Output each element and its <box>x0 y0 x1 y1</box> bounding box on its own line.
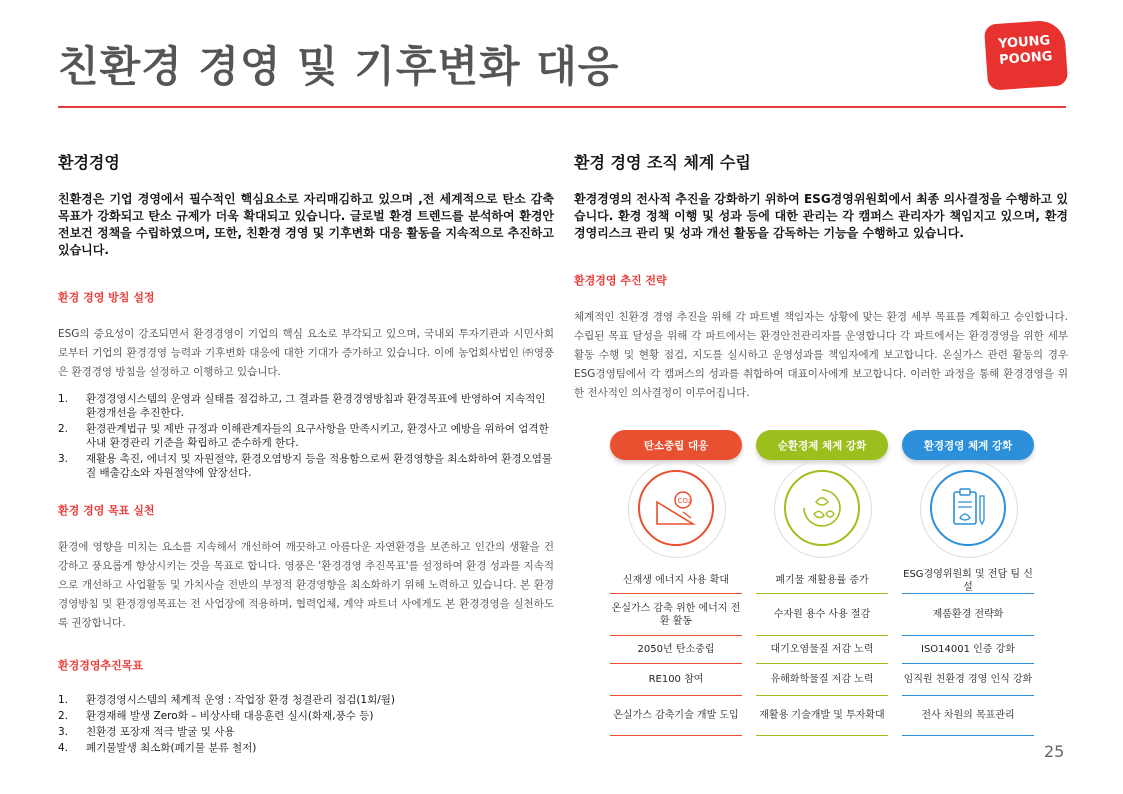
strategy-diagram <box>610 430 1034 736</box>
subsection-title-policy: 환경 경영 방침 설정 <box>58 291 155 304</box>
pillar-item: 유해화학물질 저감 노력 <box>756 664 888 696</box>
list-text: 재활용 촉진, 에너지 및 자원절약, 환경오염방지 등을 적용함으로써 환경영향을 최소화하여 환경오염물질 배출감소와 자원절약에 앞장선다. <box>86 453 553 479</box>
title-divider <box>58 106 1066 108</box>
page-title: 친환경 경영 및 기후변화 대응 <box>58 42 620 91</box>
strategy-body: 체계적인 친환경 경영 추진을 위해 각 파트별 책임자는 상황에 맞는 환경 세부 목표를 계획하고 승인합니다. 수립된 목표 달성을 위해 각 파트에서는 환경안전관리자를 운영합니다 각 파트에서는 환경경영을 위한 세부 활동 수행 및 현황 점검, 지도를 실시하고 운영성과를 책임자에게 보고합니다. 온실가스 관련 활동의 경우 ESG경영팀에서 각 캠퍼스의 성과를 취합하여 대표이사에게 보고합니다. 이러한 과정을 통해 환경경영을 위한 전사적인 의사결정이 이루어집니다. <box>574 311 1068 399</box>
pillar-item: 재활용 기술개발 및 투자확대 <box>756 696 888 736</box>
subsection-title-targets: 환경경영추진목표 <box>58 659 144 672</box>
list-number: 3. <box>58 453 69 465</box>
pillar-item: 2050년 탄소중립 <box>610 636 742 664</box>
list-number: 2. <box>58 710 69 722</box>
list-item <box>58 741 554 755</box>
pillar-column-system <box>902 568 1034 736</box>
pillar-item: RE100 참여 <box>610 664 742 696</box>
pillar-item: 제품환경 전략화 <box>902 594 1034 636</box>
pillar-item: 신재생 에너지 사용 확대 <box>610 568 742 594</box>
list-text: 폐기물발생 최소화(폐기물 분류 철저) <box>86 742 257 754</box>
list-number: 3. <box>58 726 69 738</box>
icon-wrap <box>616 470 736 546</box>
pillar-item: 임직원 친환경 경영 인식 강화 <box>902 664 1034 696</box>
recycle-leaf-icon <box>784 470 860 546</box>
pillar-label-system: 환경경영 체계 강화 <box>902 430 1034 460</box>
logo-line-2: POONG <box>998 49 1053 68</box>
pillar-label-carbon: 탄소중립 대응 <box>610 430 742 460</box>
left-column <box>58 150 554 757</box>
pillar-item: 대기오염물질 저감 노력 <box>756 636 888 664</box>
company-logo <box>984 19 1068 90</box>
list-number: 4. <box>58 742 69 754</box>
section-title-env-management: 환경경영 <box>58 153 120 172</box>
list-text: 환경경영시스템의 체계적 운영 : 작업장 환경 청결관리 점검(1회/월) <box>86 694 396 706</box>
list-number: 1. <box>58 694 69 706</box>
list-item <box>58 693 554 707</box>
logo-line-1: YOUNG <box>997 33 1051 52</box>
policy-body: ESG의 중요성이 강조되면서 환경경영이 기업의 핵심 요소로 부각되고 있으며, 국내외 투자기관과 시민사회로부터 기업의 환경경영 능력과 기후변화 대응에 대한 기대가 증가하고 있습니다. 이에 농업회사법인 ㈜영풍은 환경경영 방침을 설정하고 이행하고 있습니다. <box>58 328 554 378</box>
list-text: 환경재해 발생 Zero화 – 비상사태 대응훈련 실시(화재,풍수 등) <box>86 710 374 722</box>
pillar-item: 폐기물 재활용률 증가 <box>756 568 888 594</box>
pillar-column-carbon <box>610 568 742 736</box>
pillar-item: 온실가스 감축기술 개발 도입 <box>610 696 742 736</box>
targets-list <box>58 693 554 755</box>
svg-text:CO₂: CO₂ <box>677 497 691 505</box>
goal-body: 환경에 영향을 미치는 요소를 지속해서 개선하여 깨끗하고 아름다운 자연환경을 보존하고 인간의 생활을 건강하고 풍요롭게 향상시키는 것을 목표로 합니다. 영풍은 '환경경영 추진목표'를 설정하여 환경 성과를 지속적으로 개선하고 사업활동 및 가치사슬 전반의 부정적 환경영향을 최소화하기 위해 노력하고 있습니다. 본 환경경영방침 및 환경경영목표는 전 사업장에 적용하며, 협력업체, 계약 파트너 사에게도 본 환경경영을 실천하도록 권장합니다. <box>58 541 554 629</box>
list-number: 1. <box>58 393 69 405</box>
pillar-item: ESG경영위원회 및 전담 팀 신설 <box>903 568 1033 593</box>
pillar-item: 전사 차원의 목표관리 <box>902 696 1034 736</box>
pillar-label-circular: 순환경제 체계 강화 <box>756 430 888 460</box>
pillar-icon-row <box>610 470 1034 546</box>
list-text: 환경관계법규 및 제반 규정과 이해관계자들의 요구사항을 만족시키고, 환경사고 예방을 위하여 엄격한 사내 환경관리 기준을 확립하고 준수하게 한다. <box>86 423 549 449</box>
pillar-item: 온실가스 감축 위한 에너지 전환 활동 <box>610 594 742 636</box>
right-column <box>574 150 1068 403</box>
section-title-organization: 환경 경영 조직 체계 수립 <box>574 153 751 172</box>
subsection-title-strategy: 환경경영 추진 전략 <box>574 274 667 287</box>
pillar-items-grid <box>610 568 1034 736</box>
subsection-title-goal: 환경 경영 목표 실천 <box>58 504 155 517</box>
pillar-item: ISO14001 인증 강화 <box>902 636 1034 664</box>
list-text: 환경경영시스템의 운영과 실태를 점검하고, 그 결과를 환경경영방침과 환경목표에 반영하여 지속적인 환경개선을 추진한다. <box>86 393 546 419</box>
list-number: 2. <box>58 423 69 435</box>
list-item <box>58 392 554 420</box>
list-text: 친환경 포장재 적극 발굴 및 사용 <box>86 726 235 738</box>
lead-paragraph-right: 환경경영의 전사적 추진을 강화하기 위하여 ESG경영위원회에서 최종 의사결정을 수행하고 있습니다. 환경 정책 이행 및 성과 등에 대한 관리는 각 캠퍼스 관리자가 책임지고 있으며, 환경경영리스크 관리 및 성과 개선 활동을 감독하는 기능을 수행하고 있습니다. <box>574 192 1068 240</box>
pillar-column-circular <box>756 568 888 736</box>
icon-wrap <box>908 470 1028 546</box>
list-item <box>58 725 554 739</box>
list-item <box>58 452 554 480</box>
clipboard-leaf-icon <box>930 470 1006 546</box>
icon-wrap <box>762 470 882 546</box>
lead-paragraph: 친환경은 기업 경영에서 필수적인 핵심요소로 자리매김하고 있으며 ,전 세계적으로 탄소 감축 목표가 강화되고 탄소 규제가 더욱 확대되고 있습니다. 글로벌 환경 트렌드를 분석하여 환경안전보건 정책을 수립하였으며, 또한, 친환경 경영 및 기후변화 대응 활동을 지속적으로 추진하고 있습니다. <box>58 192 554 257</box>
list-item <box>58 709 554 723</box>
policy-list <box>58 392 554 480</box>
co2-reduction-icon <box>638 470 714 546</box>
page-number: 25 <box>1044 742 1065 761</box>
list-item <box>58 422 554 450</box>
pillar-item: 수자원 용수 사용 절감 <box>756 594 888 636</box>
pillar-header-row <box>610 430 1034 460</box>
